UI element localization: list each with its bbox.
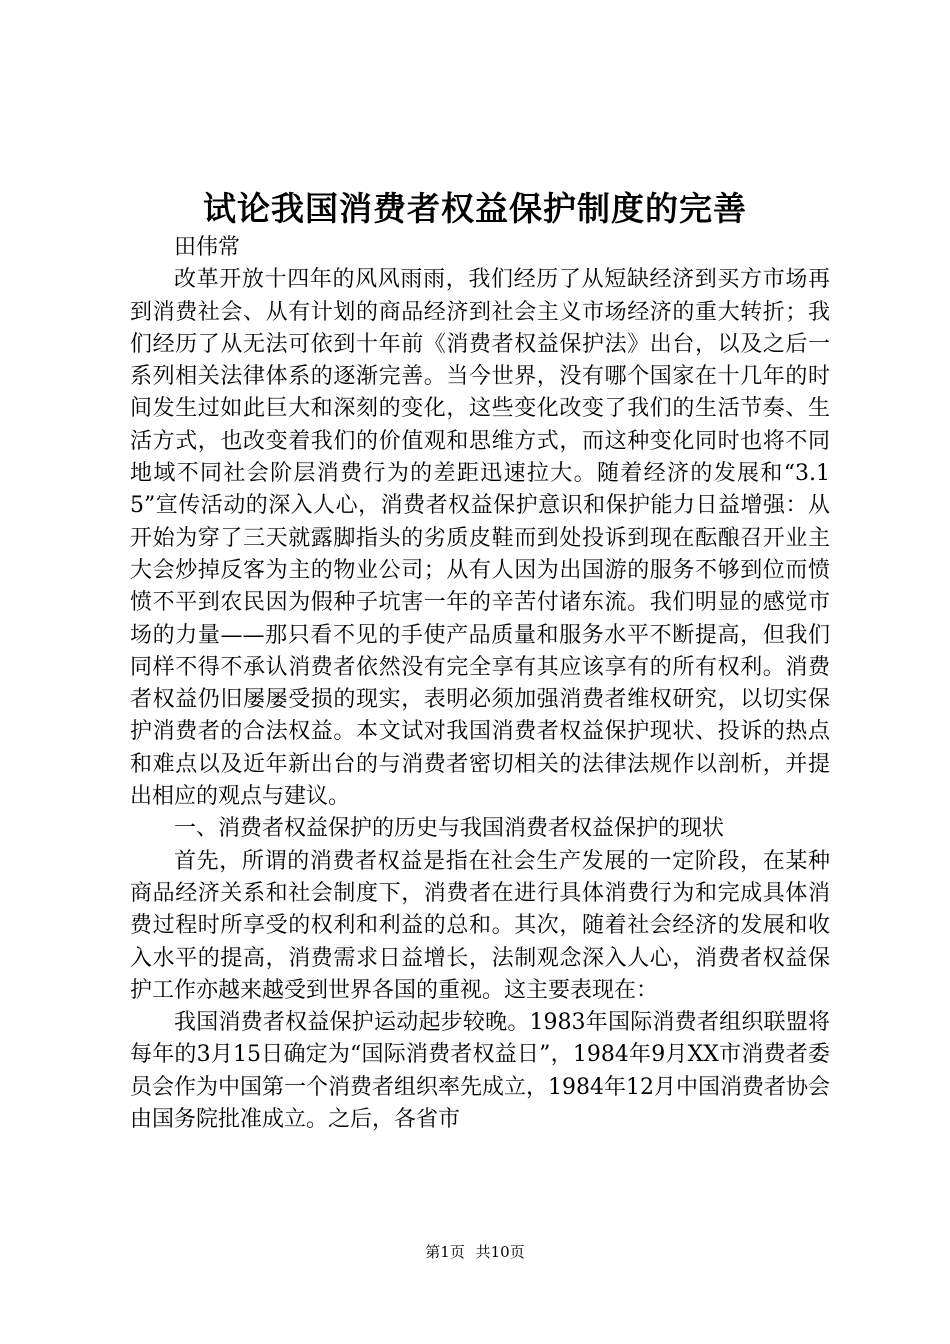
section-heading: 一、消费者权益保护的历史与我国消费者权益保护的现状: [174, 816, 725, 842]
page-number: 第1页: [425, 1243, 465, 1261]
document-body: [130, 232, 830, 1136]
page-footer: [0, 1240, 950, 1264]
document-title: 试论我国消费者权益保护制度的完善: [203, 189, 747, 228]
page-total: 共10页: [475, 1243, 525, 1261]
author-line: 田伟常: [174, 235, 241, 260]
paragraph: 我国消费者权益保护运动起步较晚。1983年国际消费者组织联盟将每年的3月15日确定为“国际消费者权益日”，1984年9月XX市消费者委员会作为中国第一个消费者组织率先成立，1984年12月中国消费者协会由国务院批准成立。之后，各省市: [130, 1010, 830, 1133]
paragraph: 首先，所谓的消费者权益是指在社会生产发展的一定阶段，在某种商品经济关系和社会制度下，消费者在进行具体消费行为和完成具体消费过程时所享受的权利和利益的总和。其次，随着社会经济的发展和收入水平的提高，消费需求日益增长，法制观念深入人心，消费者权益保护工作亦越来越受到世界各国的重视。这主要表现在：: [130, 848, 830, 1003]
paragraph: 改革开放十四年的风风雨雨，我们经历了从短缺经济到买方市场再到消费社会、从有计划的商品经济到社会主义市场经济的重大转折；我们经历了从无法可依到十年前《消费者权益保护法》出台，以及之后一系列相关法律体系的逐渐完善。当今世界，没有哪个国家在十几年的时间发生过如此巨大和深刻的变化，这些变化改变了我们的生活节奏、生活方式，也改变着我们的价值观和思维方式，而这种变化同时也将不同地域不同社会阶层消费行为的差距迅速拉大。随着经济的发展和“3.15”宣传活动的深入人心，消费者权益保护意识和保护能力日益增强：从开始为穿了三天就露脚指头的劣质皮鞋而到处投诉到现在酝酿召开业主大会炒掉反客为主的物业公司；从有人因为出国游的服务不够到位而愤愤不平到农民因为假种子坑害一年的辛苦付诸东流。我们明显的感觉市场的力量——那只看不见的手使产品质量和服务水平不断提高，但我们同样不得不承认消费者依然没有完全享有其应该享有的所有权利。消费者权益仍旧屡屡受损的现实，表明必须加强消费者维权研究，以切实保护消费者的合法权益。本文试对我国消费者权益保护现状、投诉的热点和难点以及近年新出台的与消费者密切相关的法律法规作以剖析，并提出相应的观点与建议。: [130, 267, 830, 810]
